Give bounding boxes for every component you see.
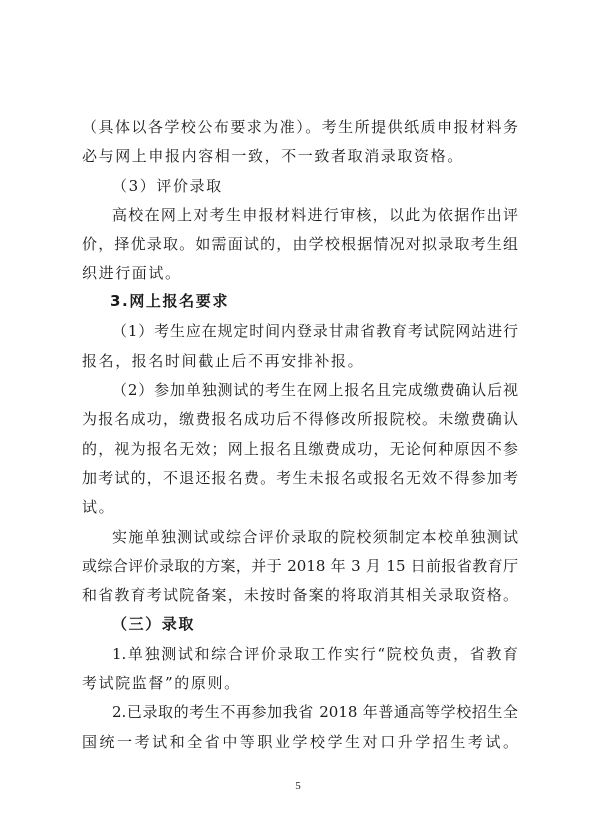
text-line: 价，择优录取。如需面试的，由学校根据情况对拟录取考生组 — [82, 235, 518, 253]
text-line: 实施单独测试或综合评价录取的院校须制定本校单独测试 — [112, 528, 518, 546]
text-line: （具体以各学校公布要求为准）。考生所提供纸质申报材料务 — [82, 118, 518, 136]
text-line: 必与网上申报内容相一致，不一致者取消录取资格。 — [82, 147, 464, 165]
text-line: 报名，报名时间截止后不再安排补报。 — [82, 352, 365, 370]
text-line: （2）参加单独测试的考生在网上报名且完成缴费确认后视 — [112, 381, 518, 399]
text-line: 2.已录取的考生不再参加我省 2018 年普通高等学校招生全 — [112, 703, 518, 721]
text-line: 织进行面试。 — [82, 264, 182, 282]
text-line: 或综合评价录取的方案，并于 2018 年 3 月 15 日前报省教育厅 — [82, 557, 518, 575]
section-heading: （3）评价录取 — [112, 177, 223, 195]
text-line: 试。 — [82, 498, 116, 516]
text-line: 为报名成功，缴费报名成功后不得修改所报院校。未缴费确认 — [82, 410, 518, 428]
text-line: 高校在网上对考生申报材料进行审核，以此为依据作出评 — [112, 206, 518, 224]
text-line: 和省教育考试院备案，未按时备案的将取消其相关录取资格。 — [82, 586, 518, 604]
section-heading: （三）录取 — [112, 615, 196, 633]
text-line: 考试院监督”的原则。 — [82, 674, 241, 692]
text-line: 的，视为报名无效；网上报名且缴费成功，无论何种原因不参 — [82, 440, 518, 458]
text-line: 加考试的，不退还报名费。考生未报名或报名无效不得参加考 — [82, 469, 518, 487]
text-line: 1.单独测试和综合评价录取工作实行“院校负责，省教育 — [112, 645, 518, 663]
text-line: （1）考生应在规定时间内登录甘肃省教育考试院网站进行 — [112, 322, 518, 340]
section-heading: 3.网上报名要求 — [110, 292, 229, 310]
page-number: 5 — [295, 780, 301, 792]
text-line: 国统一考试和全省中等职业学校学生对口升学招生考试。 — [82, 733, 518, 751]
